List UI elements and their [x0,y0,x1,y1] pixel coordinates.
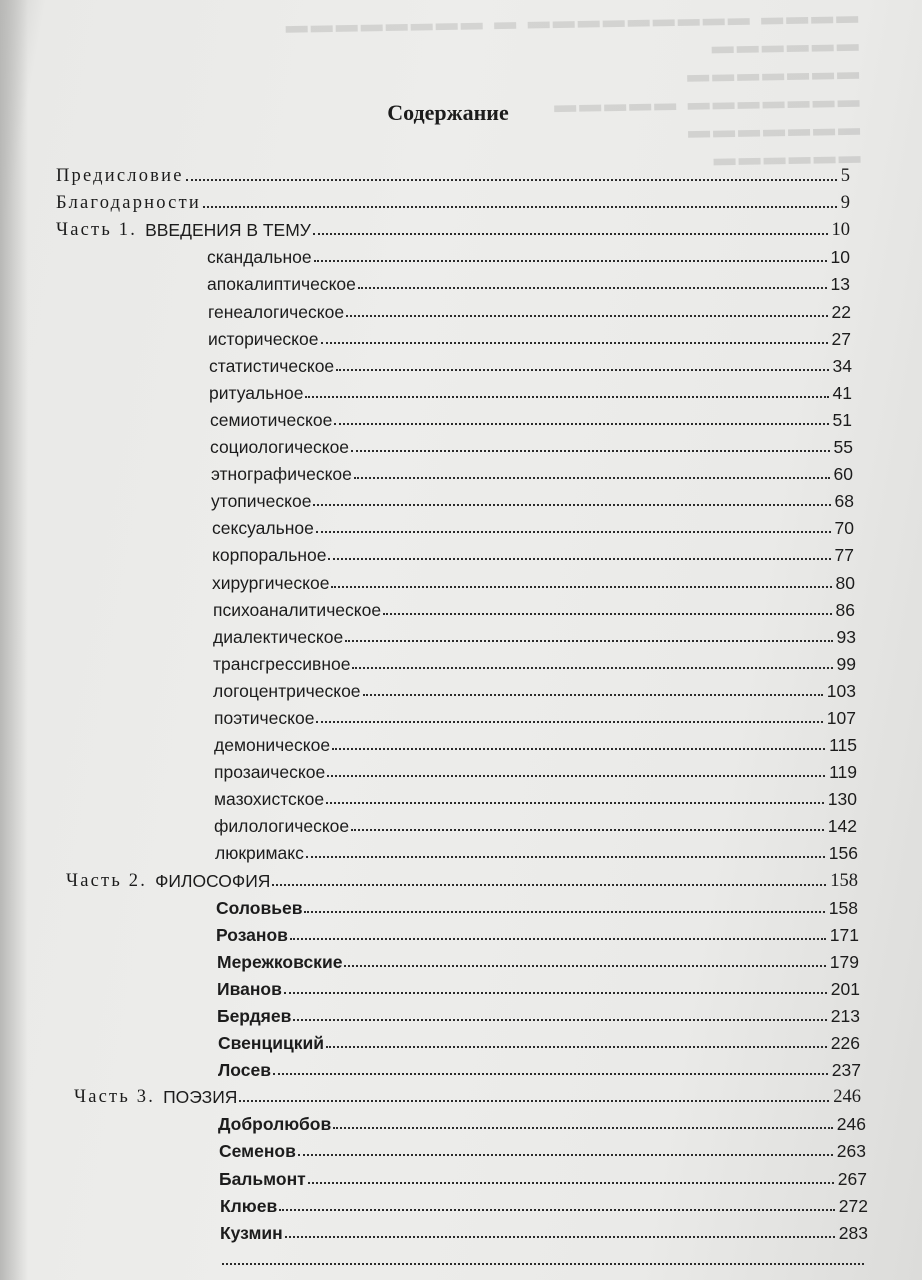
toc-page-number: 27 [831,328,851,349]
toc-page-number: 246 [836,1114,866,1135]
toc-label: Предисловие [56,166,184,187]
toc-part-title: ФИЛОСОФИЯ [155,870,271,891]
toc-label: поэтическое [214,707,315,728]
toc-label: Иванов [217,978,282,999]
toc-leader-dots [304,911,824,913]
toc-leader-dots [273,1073,828,1075]
toc-row [0,1217,922,1244]
toc-page-number: 34 [832,355,852,376]
toc-label: скандальное [207,247,312,268]
toc-leader-dots [284,992,827,994]
toc-page-number: 22 [831,301,851,322]
toc-label: статистическое [209,355,335,376]
toc-label: историческое [208,328,319,349]
toc-leader-dots [222,1263,864,1265]
toc-leader-dots [203,206,837,208]
toc-page-number: 213 [830,1006,860,1026]
toc-leader-dots [334,423,828,425]
toc-page-number: 9 [840,193,850,214]
toc-row [0,1108,922,1135]
toc-row [0,837,922,864]
toc-page-number: 99 [836,653,856,674]
toc-label: генеалогическое [208,301,345,322]
toc-row [0,241,922,268]
toc-leader-dots [279,1209,835,1211]
table-of-contents [0,160,922,1271]
toc-label: Семенов [219,1141,296,1162]
toc-label: Мережковские [217,951,343,972]
toc-leader-dots [272,884,826,886]
toc-label: диалектическое [213,626,344,647]
toc-label: прозаическое [214,762,326,783]
toc-row [0,512,922,539]
toc-leader-dots [352,667,832,669]
toc-row [0,1162,922,1189]
toc-leader-dots [321,342,828,344]
toc-leader-dots [344,965,825,967]
toc-row [0,485,922,512]
toc-page-number: 77 [834,545,854,566]
toc-row [0,1027,922,1054]
toc-part-number: Часть 1. [56,220,138,241]
toc-row [0,1190,922,1217]
toc-page-number: 55 [833,437,853,458]
toc-label: Клюев [220,1195,278,1216]
toc-leader-dots [186,179,837,181]
toc-row [0,973,922,1000]
toc-row [0,892,922,919]
toc-label: филологическое [214,816,350,837]
toc-label: утопическое [211,491,312,512]
toc-label: Бердяев [217,1006,292,1026]
toc-row [0,675,922,702]
toc-leader-dots [332,748,825,750]
toc-page-number: 156 [828,843,858,864]
toc-row [0,404,922,431]
toc-label: апокалиптическое [207,274,356,295]
toc-page-number: 68 [834,491,854,512]
toc-row [0,458,922,485]
toc-row [0,946,922,973]
toc-leader-dots [316,721,822,723]
toc-row [0,431,922,458]
toc-leader-dots [327,775,825,777]
toc-page-number: 201 [830,978,860,999]
toc-label: психоаналитическое [213,599,382,620]
toc-label: логоцентрическое [213,680,361,701]
toc-label: ритуальное [209,382,304,403]
toc-row [0,919,922,946]
toc-label: Бальмонт [219,1168,306,1189]
toc-row [0,295,922,322]
toc-page-number: 263 [836,1141,866,1162]
toc-page-number: 130 [827,789,857,810]
toc-leader-dots [351,829,824,831]
toc-row-acknowledgements [0,187,922,214]
toc-leader-dots [328,558,830,560]
toc-label: Розанов [216,924,288,945]
toc-leader-dots [305,396,828,398]
toc-label: семиотическое [210,409,333,430]
toc-page-number: 107 [826,707,856,728]
toc-row [0,594,922,621]
toc-label: люкримакс [215,843,304,864]
toc-leader-dots [345,640,832,642]
toc-row [0,621,922,648]
toc-leader-dots [326,802,824,804]
toc-page-number: 158 [830,870,858,891]
toc-page-number: 283 [838,1222,868,1243]
toc-leader-dots [346,315,827,317]
toc-row-part-1 [0,214,922,241]
toc-part-title: ПОЭЗИЯ [163,1087,238,1108]
toc-leader-dots [363,694,823,696]
toc-page-number: 51 [832,409,852,430]
toc-label: социологическое [210,437,350,458]
toc-page-number: 142 [827,816,857,837]
toc-leader-dots [306,856,825,858]
toc-page-number: 171 [829,924,859,945]
toc-row [0,566,922,593]
toc-row [0,268,922,295]
toc-leader-dots [239,1100,829,1102]
toc-leader-dots [358,287,827,289]
toc-leader-dots [313,233,828,235]
toc-page-number: 86 [835,599,855,620]
toc-leader-dots [351,450,829,452]
toc-page-number: 10 [831,220,850,241]
toc-row-part-2 [0,864,922,891]
toc-page-number: 272 [838,1195,868,1216]
toc-row [0,756,922,783]
toc-page-number: 158 [828,897,858,918]
toc-page-number: 226 [830,1033,860,1054]
toc-leader-dots [383,613,831,615]
toc-row [0,1244,922,1271]
toc-page-number: 93 [836,626,856,647]
toc-page-number: 246 [833,1087,861,1108]
toc-page-number: 267 [837,1168,867,1189]
toc-label: хирургическое [212,572,330,593]
toc-leader-dots [331,586,831,588]
toc-row [0,783,922,810]
toc-page-number: 60 [833,464,853,485]
toc-page-number: 119 [829,762,857,783]
toc-leader-dots [316,531,831,533]
toc-part-title: ВВЕДЕНИЯ В ТЕМУ [145,220,311,241]
toc-label: Кузмин [220,1222,283,1243]
toc-label: Благодарности [56,193,201,214]
toc-row [0,323,922,350]
toc-row [0,539,922,566]
toc-row [0,810,922,837]
toc-page-number: 5 [840,166,850,187]
toc-leader-dots [354,477,830,479]
toc-page-number: 13 [830,274,850,295]
toc-leader-dots [293,1019,826,1021]
toc-page-number: 80 [835,572,855,593]
toc-part-number: Часть 2. [66,870,148,891]
toc-page-number: 237 [831,1060,861,1081]
toc-label: демоническое [214,735,331,756]
page-title: Содержание [387,100,509,125]
toc-row-part-3 [0,1081,922,1108]
toc-row [0,1054,922,1081]
toc-label: Свенцицкий [218,1033,325,1054]
toc-label: Добролюбов [218,1114,332,1135]
toc-leader-dots [333,1127,833,1129]
toc-leader-dots [298,1154,833,1156]
toc-leader-dots [326,1046,827,1048]
toc-row [0,350,922,377]
toc-label: мазохистское [214,789,325,810]
toc-label: Соловьев [216,897,303,918]
toc-leader-dots [336,369,828,371]
toc-leader-dots [314,260,827,262]
toc-page-number: 179 [829,951,859,972]
toc-page-number: 103 [826,680,856,701]
toc-label: трансгрессивное [213,653,351,674]
toc-row [0,729,922,756]
toc-row [0,1000,922,1027]
toc-label: корпоральное [212,545,327,566]
bleed-through-texture: ▬▬▬▬ ▬▬▬▬▬▬▬▬▬ ▬ ▬▬▬▬▬▬▬▬ ▬▬▬▬▬▬ ▬▬▬▬▬▬▬ ▬▬▬▬▬▬▬ ▬▬▬▬▬ ▬▬▬▬▬▬▬ ▬▬▬▬▬▬ [282,2,861,171]
toc-row [0,702,922,729]
toc-row-preface [0,160,922,187]
toc-page-number: 10 [830,247,850,268]
toc-leader-dots [313,504,830,506]
toc-leader-dots [285,1236,835,1238]
toc-leader-dots [308,1182,834,1184]
toc-page-number: 115 [829,735,857,756]
toc-row [0,648,922,675]
toc-leader-dots [290,938,826,940]
toc-label: сексуальное [212,518,314,539]
toc-page-number: 41 [832,382,852,403]
toc-label: этнографическое [211,464,352,485]
toc-part-number: Часть 3. [74,1087,156,1108]
toc-row [0,1135,922,1162]
toc-row [0,377,922,404]
toc-label: Лосев [218,1060,271,1081]
toc-page-number: 70 [834,518,854,539]
